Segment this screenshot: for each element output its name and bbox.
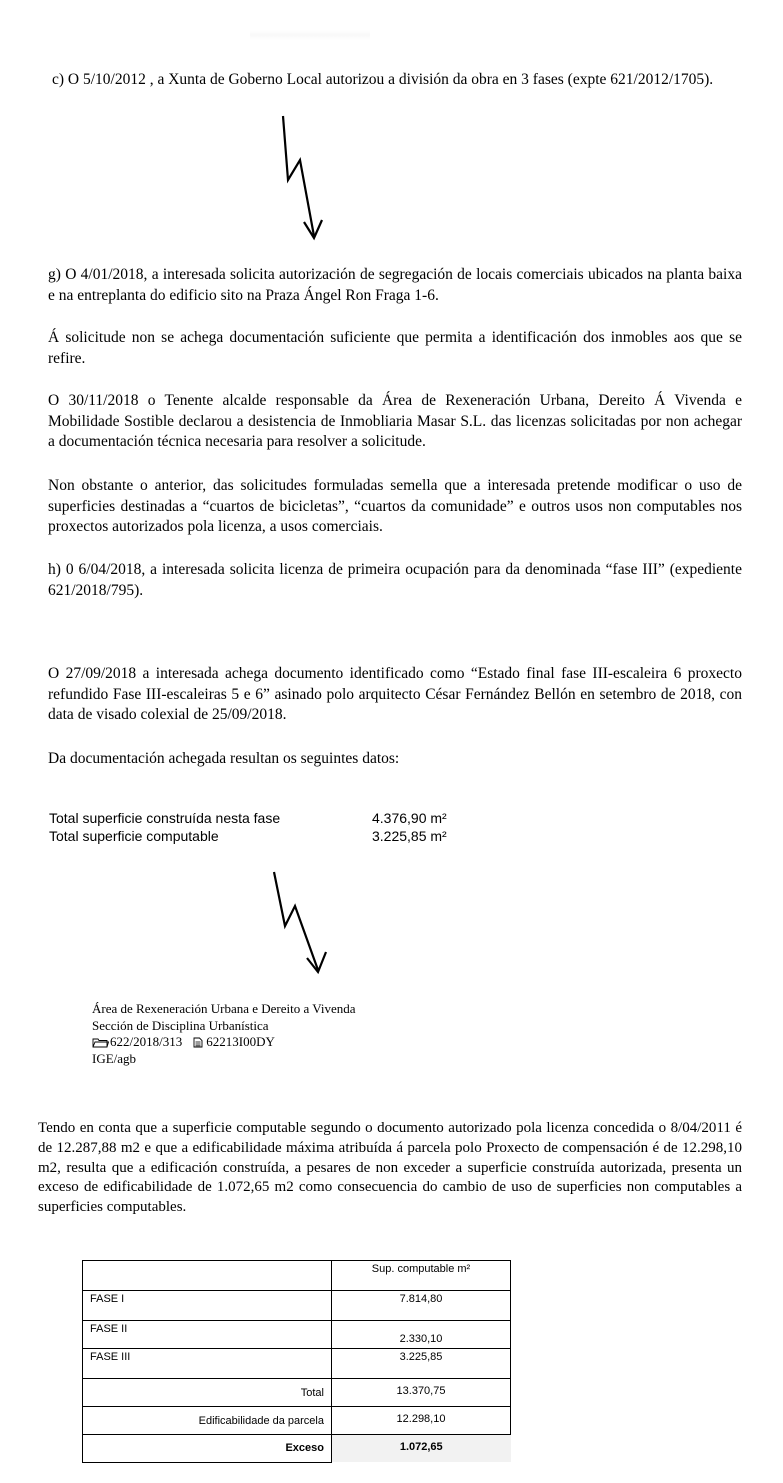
paragraph-h-data-intro: Da documentación achegada resultan os seguintes datos: <box>48 750 400 767</box>
row-value: 3.225,85 <box>332 1349 511 1379</box>
paragraph-g-documentation: Á solicitude non se achega documentación suficiente que permita a identificación dos inmobles aos que se refire. <box>48 329 742 367</box>
paragraph-h: h) 0 6/04/2018, a interesada solicita licenza de primeira ocupación para da denominada “fase III” (expediente 621/2018/795). <box>48 561 742 599</box>
computable-surface-row <box>49 827 447 845</box>
built-surface-value: 4.376,90 m² <box>372 810 447 826</box>
author-initials: IGE/agb <box>92 1050 137 1066</box>
row-label: FASE II <box>83 1321 332 1349</box>
row-label: Total <box>83 1379 332 1407</box>
break-marker-2 <box>262 868 342 983</box>
table-row-excess <box>83 1435 511 1463</box>
table-header-row <box>83 1261 511 1291</box>
area-name: Área de Rexeneración Urbana e Dereito a Vivenda <box>92 1001 356 1016</box>
row-value: 2.330,10 <box>332 1321 511 1349</box>
row-label: FASE I <box>83 1291 332 1321</box>
built-surface-label: Total superficie construída nesta fase <box>49 810 281 826</box>
table-row <box>83 1407 511 1435</box>
paragraph-g-desistance: O 30/11/2018 o Tenente alcalde responsable da Área de Rexeneración Urbana, Dereito Á Vivenda e Mobilidade Sostible declarou a desistencia de Inmobliaria Masar S.L. das licenzas solicitadas por non achegar a documentación técnica necesaria para resolver a solicitude. <box>48 392 742 450</box>
computable-surface-value: 3.225,85 m² <box>372 828 447 844</box>
document-icon <box>192 1037 204 1048</box>
document-header <box>92 1001 356 1067</box>
surface-summary <box>49 809 447 845</box>
section-name: Sección de Disciplina Urbanística <box>92 1017 269 1033</box>
table-row <box>83 1291 511 1321</box>
break-marker-1 <box>270 112 340 247</box>
paragraph-conclusion: Tendo en conta que a superficie computable segundo o documento autorizado pola licenza concedida o 8/04/2011 é de 12.287,88 m2 e que a edificabilidade máxima atribuída á parcela polo Proxecto de compensación é de 12.298,10 m2, resulta que a edificación construída, a pesares de non exceder a superficie construída autorizada, presenta un exceso de edificabilidade de 1.072,65 m2 como consecuencia do cambio de uso de superficies non computables a superficies computables. <box>38 1120 742 1216</box>
table-header-blank <box>83 1261 332 1291</box>
row-value: 7.814,80 <box>332 1291 511 1321</box>
paragraph-g-note: Non obstante o anterior, das solicitudes formuladas semella que a interesada pretende modificar o uso de superficies destinadas a “cuartos de bicicletas”, “cuartos da comunidade” e outros usos non computables nos proxectos autorizados pola licenza, a usos comerciais. <box>48 477 742 535</box>
folder-icon <box>92 1037 109 1048</box>
row-value: 13.370,75 <box>332 1379 511 1407</box>
paragraph-h-document: O 27/09/2018 a interesada achega documento identificado como “Estado final fase III-escaleira 6 proxecto refundido Fase III-escaleiras 5 e 6” asinado polo arquitecto César Fernández Bellón en setembro de 2018, con data de visado colexial de 25/09/2018. <box>48 665 742 723</box>
row-label: FASE III <box>83 1349 332 1379</box>
table-row <box>83 1349 511 1379</box>
row-value: 1.072,65 <box>332 1435 511 1463</box>
paragraph-g: g) O 4/01/2018, a interesada solicita autorización de segregación de locais comerciais ubicados na planta baixa e na entreplanta do edificio sito na Praza Ángel Ron Fraga 1-6. <box>48 266 742 304</box>
row-value: 12.298,10 <box>332 1407 511 1435</box>
row-label: Edificabilidade da parcela <box>83 1407 332 1435</box>
computable-surface-label: Total superficie computable <box>49 828 219 844</box>
scan-artifact <box>250 30 370 40</box>
table-row <box>83 1321 511 1349</box>
computable-surface-table <box>82 1260 511 1463</box>
paragraph-c: c) O 5/10/2012 , a Xunta de Goberno Local autorizou a división da obra en 3 fases (expte 621/2012/1705). <box>52 71 714 88</box>
file-references <box>92 1034 356 1051</box>
document-code: 62213I00DY <box>206 1034 275 1049</box>
built-surface-row <box>49 809 447 827</box>
row-label: Exceso <box>83 1435 332 1463</box>
table-row <box>83 1379 511 1407</box>
table-header-cell: Sup. computable m² <box>332 1261 511 1291</box>
file-number: 622/2018/313 <box>110 1034 183 1049</box>
